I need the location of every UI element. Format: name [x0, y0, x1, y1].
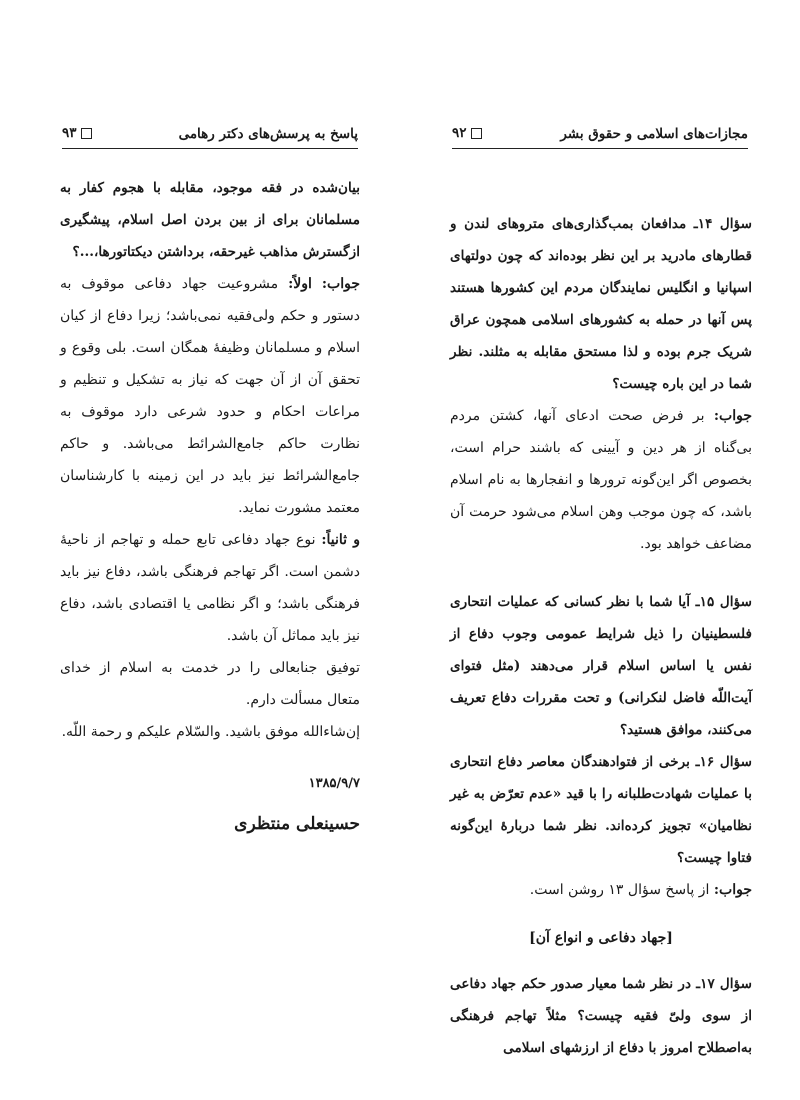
- answer-label: جواب:: [713, 882, 752, 898]
- closing-line-1: توفیق جنابعالی را در خدمت به اسلام از خدای متعال مسألت دارم.: [60, 660, 360, 708]
- closing-line-2: إن‌شاءالله موفق باشید. والسّلام علیکم و رحمة اللّه.: [61, 724, 360, 740]
- second-text: نوع جهاد دفاعی تابع حمله و تهاجم از ناحیهٔ دشمن است. اگر تهاجم فرهنگی باشد، دفاع نیز باید فرهنگی باشد؛ و اگر نظامی یا اقتصادی باشد، دفاع نیز باید مماثل آن باشد.: [60, 532, 360, 644]
- page-number: ۹۳: [62, 125, 77, 141]
- answer-text: مشروعیت جهاد دفاعی موقوف به دستور و حکم ولی‌فقیه نمی‌باشد؛ زیرا دفاع از کیان اسلام و مسلمانان وظیفهٔ همگان است. بلی وقوع و تحقق آن از آن جهت که نیاز به تشکیل و تنظیم و مراعات احکام و حدود شرعی دارد موقوف به نظارت حاکم جامع‌الشرائط می‌باشد. و حاکم جامع‌الشرائط نیز باید در این زمینه با کارشناسان معتمد مشورت نماید.: [60, 276, 360, 516]
- square-icon: [81, 128, 92, 139]
- first-label: اولاً:: [288, 276, 312, 292]
- page-number-box: [452, 125, 482, 141]
- signature: حسینعلی منتظری: [234, 814, 360, 834]
- running-header: [452, 124, 748, 149]
- answer-label: جواب:: [321, 276, 361, 292]
- header-title: پاسخ به پرسش‌های دکتر رهامی: [178, 126, 358, 142]
- page-number: ۹۲: [452, 125, 467, 141]
- question-17: سؤال ۱۷ـ در نظر شما معیار صدور حکم جهاد دفاعی از سوی ولیّ فقیه چیست؟ مثلاً تهاجم فرهنگی به‌اصطلاح امروز با دفاع از ارزشهای اسلامی: [450, 976, 752, 1056]
- page-body: [60, 172, 360, 840]
- question-14: سؤال ۱۴ـ مدافعان بمب‌گذاری‌های متروهای لندن و قطارهای مادرید بر این نظر بوده‌اند که چون دولتهای اسپانیا و انگلیس نمایندگان مردم این کشورها هستند پس آنها در حمله به کشورهای اسلامی همچون عراق شریک جرم بوده و لذا مستحق مقابله به مثلند. نظر شما در این باره چیست؟: [450, 216, 752, 392]
- right-page: [400, 0, 800, 1100]
- header-title: مجازات‌های اسلامی و حقوق بشر: [560, 126, 748, 142]
- spacer: [450, 560, 752, 586]
- date: ۱۳۸۵/۹/۷: [308, 776, 360, 791]
- page-number-box: [62, 125, 92, 141]
- page-body: [450, 208, 752, 1064]
- question-16: سؤال ۱۶ـ برخی از فتوادهندگان معاصر دفاع انتحاری با عملیات شهادت‌طلبانه را با قید «عدم تعرّض به غیر نظامیان» تجویز کرده‌اند. نظر شما دربارهٔ این‌گونه فتاوا چیست؟: [450, 754, 752, 866]
- answer-label: جواب:: [713, 408, 752, 424]
- answer-paragraph: [60, 268, 360, 524]
- square-icon: [471, 128, 482, 139]
- second-label: و ثانیاً:: [321, 532, 360, 548]
- question-15: سؤال ۱۵ـ آیا شما با نظر کسانی که عملیات انتحاری فلسطینیان را ذیل شرایط عمومی وجوب دفاع از نفس یا اساس اسلام قرار می‌دهند (مثل فتوای آیت‌اللّه فاضل لنکرانی) و تحت مقررات دفاع تعریف می‌کنند، موافق هستید؟: [450, 594, 752, 738]
- answer-text: بر فرض صحت ادعای آنها، کشتن مردم بی‌گناه از هر دین و آیینی که باشند حرام است، بخصوص اگر این‌گونه ترورها و انفجارها به نام اسلام باشد، که چون موجب وهن اسلام می‌شود حرمت آن مضاعف خواهد بود.: [450, 408, 752, 552]
- answer-text: از پاسخ سؤال ۱۳ روشن است.: [529, 882, 710, 898]
- question-continuation: بیان‌شده در فقه موجود، مقابله با هجوم کفار به مسلمانان برای از بین بردن اصل اسلام، پیشگیری ازگسترش مذاهب غیرحقه، برداشتن دیکتاتورها،...؟: [60, 180, 360, 260]
- answer-16: [450, 874, 752, 906]
- second-paragraph: [60, 524, 360, 652]
- running-header: [62, 124, 358, 149]
- answer-14: [450, 400, 752, 560]
- section-title: [جهاد دفاعی و انواع آن]: [529, 930, 673, 946]
